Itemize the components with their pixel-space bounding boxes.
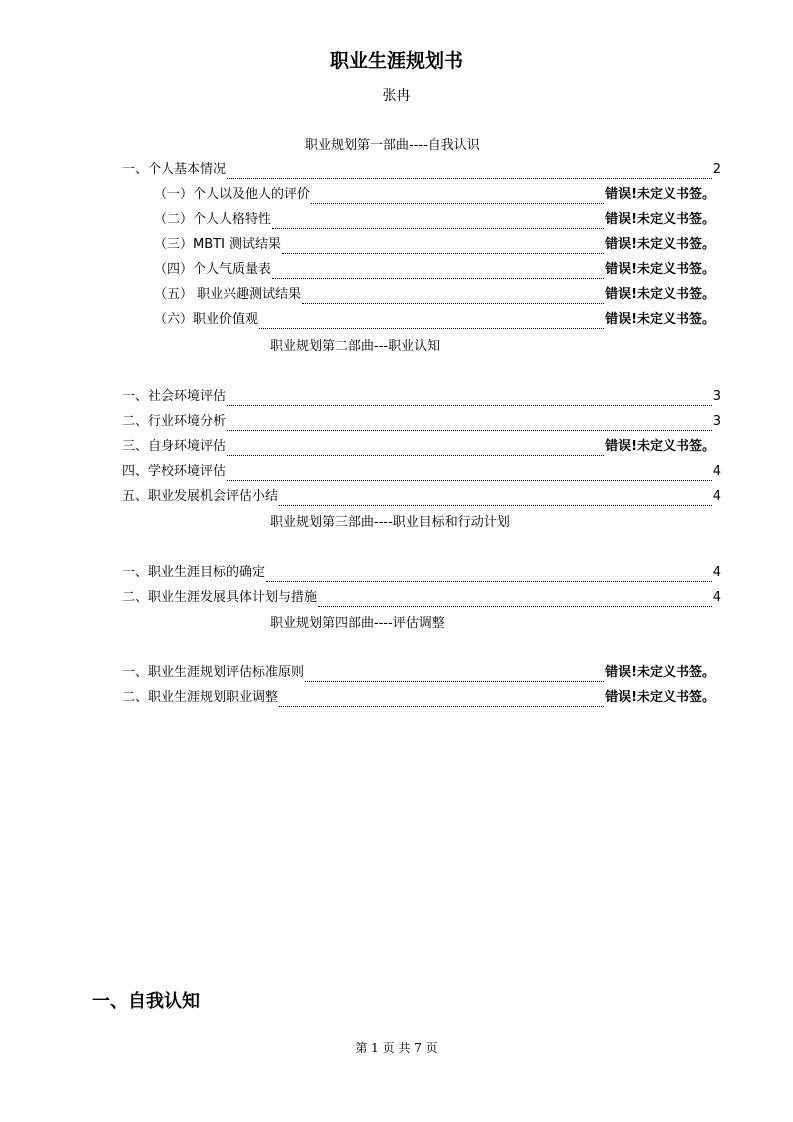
toc-entry-page: 4 — [712, 590, 721, 605]
toc-dot-leader — [227, 165, 712, 179]
toc-entry-page: 错误!未定义书签。 — [605, 312, 715, 327]
toc-entry[interactable] — [122, 413, 721, 431]
toc-entry[interactable] — [154, 286, 715, 304]
toc-entry-page: 4 — [712, 464, 721, 479]
toc-entry-label: 二、职业生涯发展具体计划与措施 — [122, 590, 318, 605]
toc-entry-label: 一、职业生涯规划评估标准原则 — [122, 665, 305, 680]
toc-dot-leader — [272, 215, 604, 229]
toc-entry[interactable] — [154, 311, 715, 329]
toc-entry-label: 五、职业发展机会评估小结 — [122, 489, 279, 504]
toc-entry[interactable] — [122, 664, 715, 682]
toc-entry[interactable] — [154, 186, 715, 204]
toc-entry-label: 四、学校环境评估 — [122, 464, 227, 479]
toc-dot-leader — [227, 442, 604, 456]
toc-entry-label: 三、自身环境评估 — [122, 439, 227, 454]
toc-entry[interactable] — [154, 261, 715, 279]
document-title: 职业生涯规划书 — [329, 50, 463, 72]
body-section-heading: 一、自我认知 — [92, 991, 200, 1012]
toc-entry-label: （一）个人以及他人的评价 — [154, 187, 311, 202]
toc-dot-leader — [227, 467, 712, 481]
toc-entry-label: （二）个人人格特性 — [154, 212, 272, 227]
toc-entry-label: 一、个人基本情况 — [122, 162, 227, 177]
toc-entry[interactable] — [122, 438, 715, 456]
toc-dot-leader — [279, 693, 604, 707]
toc-entry-page: 3 — [712, 389, 721, 404]
toc-entry[interactable] — [122, 388, 721, 406]
toc-dot-leader — [259, 315, 604, 329]
toc-entry-label: 一、职业生涯目标的确定 — [122, 565, 266, 580]
toc-entry-page: 错误!未定义书签。 — [605, 187, 715, 202]
toc-dot-leader — [318, 593, 712, 607]
toc-entry[interactable] — [122, 488, 721, 506]
toc-section-heading: 职业规划第四部曲----评估调整 — [270, 616, 445, 631]
toc-entry-page: 错误!未定义书签。 — [605, 690, 715, 705]
toc-entry-page: 4 — [712, 489, 721, 504]
toc-entry-label: 二、行业环境分析 — [122, 414, 227, 429]
toc-dot-leader — [311, 190, 604, 204]
toc-entry-page: 错误!未定义书签。 — [605, 665, 715, 680]
toc-entry[interactable] — [154, 236, 715, 254]
toc-entry[interactable] — [154, 211, 715, 229]
toc-entry-page: 3 — [712, 414, 721, 429]
toc-entry[interactable] — [122, 564, 721, 582]
toc-section-heading: 职业规划第三部曲----职业目标和行动计划 — [270, 515, 510, 530]
toc-dot-leader — [305, 668, 604, 682]
toc-entry-label: （三）MBTI 测试结果 — [154, 237, 282, 252]
toc-section-heading: 职业规划第二部曲---职业认知 — [270, 339, 441, 354]
toc-dot-leader — [266, 568, 712, 582]
toc-entry[interactable] — [122, 463, 721, 481]
toc-dot-leader — [227, 417, 712, 431]
toc-entry-page: 错误!未定义书签。 — [605, 212, 715, 227]
toc-dot-leader — [282, 240, 604, 254]
toc-entry-label: 二、职业生涯规划职业调整 — [122, 690, 279, 705]
toc-entry-label: （四）个人气质量表 — [154, 262, 272, 277]
toc-entry-page: 错误!未定义书签。 — [605, 237, 715, 252]
toc-entry-page: 错误!未定义书签。 — [605, 287, 715, 302]
toc-dot-leader — [272, 265, 604, 279]
toc-entry-page: 2 — [712, 162, 721, 177]
toc-entry-label: （六）职业价值观 — [154, 312, 259, 327]
toc-entry[interactable] — [122, 161, 721, 179]
toc-dot-leader — [302, 290, 604, 304]
toc-dot-leader — [227, 392, 712, 406]
toc-entry-label: （五） 职业兴趣测试结果 — [154, 287, 302, 302]
toc-entry-label: 一、社会环境评估 — [122, 389, 227, 404]
toc-entry[interactable] — [122, 589, 721, 607]
toc-section-heading: 职业规划第一部曲----自我认识 — [305, 138, 480, 153]
toc-entry[interactable] — [122, 689, 715, 707]
document-author: 张冉 — [382, 88, 411, 104]
page-footer: 第 1 页 共 7 页 — [355, 1041, 438, 1055]
toc-entry-page: 错误!未定义书签。 — [605, 262, 715, 277]
toc-entry-page: 错误!未定义书签。 — [605, 439, 715, 454]
toc-entry-page: 4 — [712, 565, 721, 580]
toc-dot-leader — [279, 492, 712, 506]
